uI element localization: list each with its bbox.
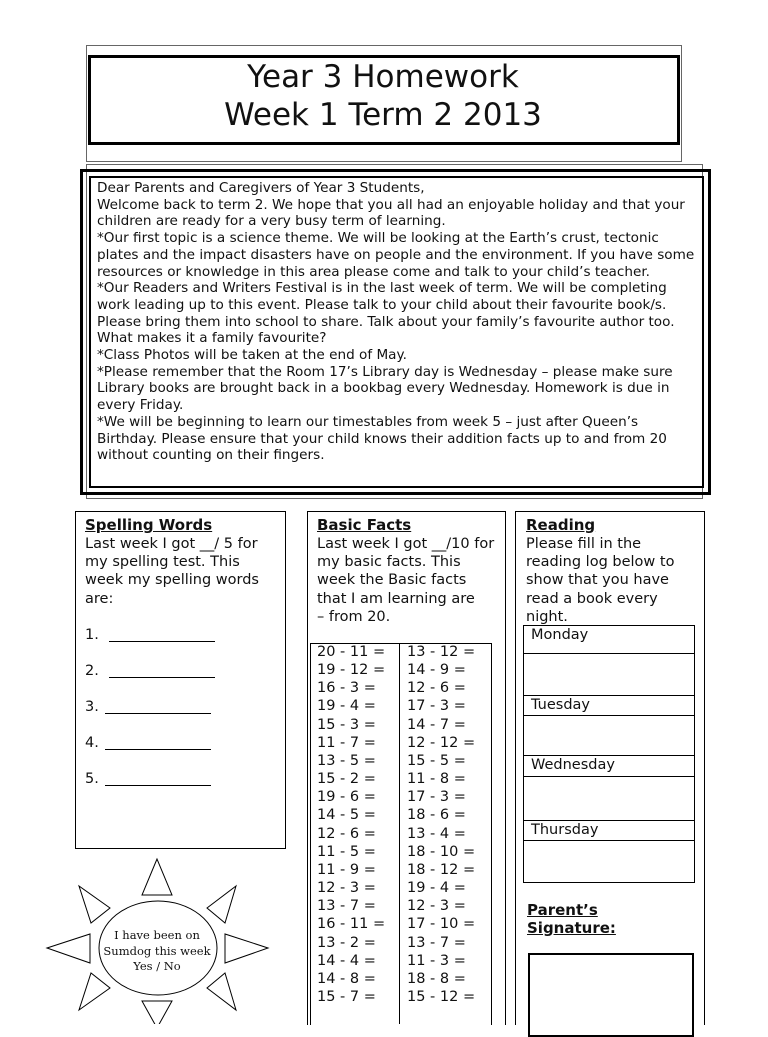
fact-item: 15 - 3 = [317, 716, 376, 733]
parent-signature-heading: Parent’s Signature: [527, 901, 616, 937]
spelling-line-2 [85, 662, 215, 680]
fact-item: 16 - 11 = [317, 916, 386, 933]
fact-item: 17 - 3 = [407, 789, 466, 806]
fact-item: 15 - 5 = [407, 752, 466, 769]
reading-instructions: Please fill in the reading log below to show that you have read a book every night. [526, 536, 675, 625]
fact-item: 14 - 9 = [407, 662, 466, 679]
fact-item: 12 - 12 = [407, 734, 476, 751]
fact-item: 11 - 7 = [317, 734, 376, 751]
reading-log-thursday-label [523, 820, 695, 841]
spelling-blank [105, 735, 211, 750]
spelling-heading: Spelling Words [85, 516, 213, 534]
page-title-line-1: Year 3 Homework [247, 59, 519, 95]
fact-item: 20 - 11 = [317, 644, 386, 660]
spelling-number: 5. [85, 771, 99, 787]
page-title-line-2: Week 1 Term 2 2013 [224, 97, 542, 133]
fact-item: 14 - 5 = [317, 807, 376, 824]
fact-item: 14 - 8 = [317, 970, 376, 987]
fact-item: 14 - 7 = [407, 716, 466, 733]
reading-log-tuesday-label [523, 695, 695, 716]
reading-log-thursday-entry[interactable] [523, 840, 695, 883]
basic-facts-heading: Basic Facts [317, 516, 412, 534]
fact-item: 11 - 9 = [317, 861, 376, 878]
day-label: Tuesday [531, 697, 590, 713]
reading-log-monday-entry[interactable] [523, 653, 695, 696]
fact-item: 13 - 2 = [317, 934, 376, 951]
fact-item: 18 - 12 = [407, 861, 476, 878]
fact-item: 15 - 7 = [317, 988, 376, 1005]
fact-item: 19 - 4 = [317, 698, 376, 715]
spelling-line-3 [85, 698, 211, 716]
facts-table-divider [399, 643, 400, 1024]
fact-item: 17 - 3 = [407, 698, 466, 715]
spelling-instructions: Last week I got __/ 5 for my spelling test. This week my spelling words are: [85, 536, 259, 607]
parent-signature-box[interactable] [528, 953, 694, 1037]
parent-letter: Dear Parents and Caregivers of Year 3 Students, Welcome back to term 2. We hope that you all had an enjoyable holiday and that your children are ready for a very busy term of learning. *Our first topic is a science theme. We will be looking at the Earth’s crust, tectonic plates and the impact disasters have on people and the environment. If you have some resources or knowledge in this area please come and talk to your child’s teacher. *Our Readers and Writers Festival is in the last week of term. We will be completing work leading up to this event. Please talk to your child about their favourite book/s. Please bring them into school to share. Talk about your family’s favourite author too. What makes it a family favourite? *Class Photos will be taken at the end of May. *Please remember that the Room 17’s Library day is Wednesday – please make sure Library books are brought back in a bookbag every Wednesday. Homework is due in every Friday. *We will be beginning to learn our timestables from week 5 – just after Queen’s Birthday. Please ensure that your child knows their addition facts up to and from 20 without counting on their fingers. [97, 180, 695, 464]
sun-ray-top-left [79, 886, 110, 923]
sun-ray-left [47, 934, 90, 963]
fact-item: 13 - 12 = [407, 644, 476, 660]
fact-item: 18 - 8 = [407, 970, 466, 987]
sumdog-yes-no[interactable]: Yes / No [133, 959, 181, 973]
fact-item: 11 - 5 = [317, 843, 376, 860]
fact-item: 11 - 8 = [407, 771, 466, 788]
fact-item: 19 - 4 = [407, 880, 466, 897]
sun-ray-bottom [142, 1001, 172, 1024]
reading-log-tuesday-entry[interactable] [523, 715, 695, 756]
fact-item: 19 - 12 = [317, 662, 386, 679]
fact-item: 18 - 6 = [407, 807, 466, 824]
spelling-blank [105, 771, 211, 786]
fact-item: 18 - 10 = [407, 843, 476, 860]
fact-item: 15 - 12 = [407, 988, 476, 1005]
basic-facts-instructions: Last week I got __/10 for my basic facts. This week the Basic facts that I am learning are – from 20. [317, 536, 495, 625]
reading-log-wednesday-entry[interactable] [523, 776, 695, 821]
facts-column-left [317, 643, 385, 1006]
fact-item: 14 - 4 = [317, 952, 376, 969]
fact-item: 12 - 3 = [317, 880, 376, 897]
reading-heading: Reading [526, 516, 596, 534]
sun-ray-top-right [207, 886, 236, 923]
sun-ray-top [142, 859, 172, 895]
fact-item: 13 - 7 = [317, 898, 376, 915]
spelling-blank [105, 699, 211, 714]
fact-item: 12 - 6 = [317, 825, 376, 842]
fact-item: 16 - 3 = [317, 680, 376, 697]
spelling-number: 4. [85, 735, 99, 751]
day-label: Wednesday [531, 757, 615, 773]
spelling-line-4 [85, 734, 211, 752]
sun-ray-bottom-left [79, 973, 110, 1010]
sumdog-line-1: I have been on [114, 928, 200, 942]
spelling-number: 3. [85, 699, 99, 715]
fact-item: 11 - 3 = [407, 952, 466, 969]
spelling-blank [109, 663, 215, 678]
reading-log-wednesday-label [523, 755, 695, 777]
fact-item: 13 - 4 = [407, 825, 466, 842]
fact-item: 15 - 2 = [317, 771, 376, 788]
spelling-line-1 [85, 626, 215, 644]
fact-item: 13 - 7 = [407, 934, 466, 951]
spelling-number: 1. [85, 627, 99, 643]
page-title [90, 58, 676, 134]
fact-item: 12 - 6 = [407, 680, 466, 697]
day-label: Thursday [531, 822, 599, 838]
spelling-blank [109, 627, 215, 642]
sun-ray-bottom-right [207, 973, 236, 1010]
sumdog-text [101, 928, 213, 975]
reading-log-monday-label [523, 625, 695, 654]
spelling-line-5 [85, 770, 211, 788]
fact-item: 12 - 3 = [407, 898, 466, 915]
sumdog-line-2: Sumdog this week [103, 943, 211, 958]
spelling-number: 2. [85, 663, 99, 679]
sun-ray-right [225, 934, 268, 963]
fact-item: 17 - 10 = [407, 916, 476, 933]
day-label: Monday [531, 627, 589, 643]
fact-item: 19 - 6 = [317, 789, 376, 806]
facts-column-right [407, 643, 475, 1006]
fact-item: 13 - 5 = [317, 752, 376, 769]
